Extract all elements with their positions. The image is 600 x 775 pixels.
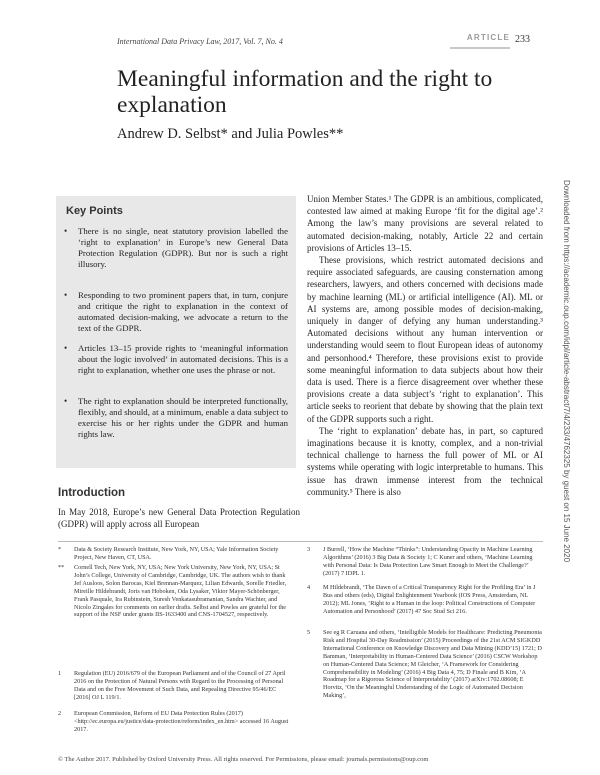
section-label: ARTICLE <box>450 33 510 49</box>
body-paragraph: These provisions, which restrict automated decisions and require associated safeguards, are causing consternation among researchers, lawyers, and others concerned with decisions made by machine learning (ML) or artificial intelligence (AI). ML or AI systems are, among possible modes of decision-making, uniquely in danger of defying any human understanding.³ Automated decisions without any human intervention or understanding would seem to flout European ideas of autonomy and personhood.⁴ Therefore, these provisions exist to provide some meaningful information to data subjects about how their data is used. There is a fierce disagreement over whether these provisions create a data subject’s ‘right to explanation’. This article seeks to reorient that debate by showing that the plain text of the GDPR supports such a right. <box>307 255 543 424</box>
body-right-column <box>307 193 543 498</box>
article-title: Meaningful information and the right to explanation <box>117 66 493 118</box>
footnote-divider <box>58 541 543 542</box>
footnote <box>307 629 543 700</box>
introduction-text: In May 2018, Europe’s new General Data Protection Regulation (GDPR) will apply across all European <box>58 507 300 530</box>
footnote-text: M Hildebrandt, ‘The Dawn of a Critical Transparency Right for the Profiling Era’ in J Bus and others (eds), Digital Enlightenment Yearbook (IOS Press, Amsterdam, NL 2012); ML Jones, ‘Right to a Human in the loop: Political Constructions of Computer Automation and Personhood’ (2017) 47 Soc Stud Sci 216. <box>323 584 536 615</box>
key-points-heading: Key Points <box>66 205 123 217</box>
download-watermark <box>561 180 571 600</box>
footnote-mark: 4 <box>307 584 311 591</box>
footnote-mark: 3 <box>307 546 311 553</box>
footnote <box>58 710 290 734</box>
footnote-text: European Commission, Reform of EU Data Protection Rules (2017) <http://ec.europa.eu/justice/data-protection/reform/index_en.htm> accessed 16 August 2017. <box>74 710 289 733</box>
key-point <box>64 343 288 376</box>
key-point-text: The right to explanation should be interpreted functionally, flexibly, and should, at a minimum, enable a data subject to exercise his or her rights under the GDPR and human rights law. <box>78 396 288 439</box>
key-point <box>64 396 288 440</box>
footnote-mark: 2 <box>58 710 62 717</box>
key-point-text: Articles 13–15 provide rights to ‘meaningful information about the logic involved’ in automated decisions. This is a right to explanation, whether one uses the phrase or not. <box>78 343 288 375</box>
bullet-icon: • <box>64 226 68 236</box>
footnote-text: Data & Society Research Institute, New York, NY, USA; Yale Information Society Project, New Haven, CT, USA. <box>74 546 279 561</box>
body-paragraph: Union Member States.¹ The GDPR is an ambitious, complicated, contested law aimed at making Europe ‘fit for the digital age’.² Among the law’s many provisions are several related to automated decision-making, notably, Article 22 and certain provisions of Articles 13–15. <box>307 194 543 253</box>
footnote-mark: ** <box>58 564 65 571</box>
footnote-text: Regulation (EU) 2016/679 of the European Parliament and of the Council of 27 April 2016 on the Protection of Natural Persons with Regard to the Processing of Personal Data and on the Free Movement of Such Data, and Repealing Directive 95/46/EC [2016] OJ L 119/1. <box>74 670 286 701</box>
footnote <box>58 670 290 702</box>
bullet-icon: • <box>64 343 68 353</box>
bullet-icon: • <box>64 290 68 300</box>
footnote <box>58 546 290 562</box>
footnote-text: See eg R Caruana and others, ‘Intelligible Models for Healthcare: Predicting Pneumonia Risk and Hospital 30-Day Readmission’ (2015) Proceedings of the 21st ACM SIGKDD International Conference on Knowledge Discovery and Data Mining (KDD’15) 1721; D Bamman, ‘Interpretability in Human-Centered Data Science’ (2016) CSCW Workshop on Human-Centered Data Science; M Gleicher, ‘A Framework for Considering Comprehensibility in Modeling’ (2016) 4 Big Data 4, 75; D Finale and B Kim, ‘A Roadmap for a Rigorous Science of Interpretability’ (2017) arXiv:1702.08608; E Horvitz, ‘On the Meaningful Understanding of the Logic of Automated Decision Making’, <box>323 629 542 700</box>
watermark-text: Downloaded from https://academic.oup.com/idpl/article-abstract/7/4/233/4762325 by guest on 15 June 2020 <box>562 180 571 563</box>
bullet-icon: • <box>64 396 68 406</box>
key-points-box <box>56 196 296 468</box>
article-authors: Andrew D. Selbst* and Julia Powles** <box>117 126 344 142</box>
key-point-text: There is no single, neat statutory provision labelled the ‘right to explanation’ in Europe’s new General Data Protection Regulation (GDPR). But nor is such a right illusory. <box>78 226 288 269</box>
footnote-mark: 1 <box>58 670 62 677</box>
footnote-text: J Burrell, ‘How the Machine “Thinks”: Understanding Opacity in Machine Learning Algorithms’ (2016) 3 Big Data & Society 1; C Kuner and others, ‘Machine Learning with Personal Data: Is Data Protection Law Smart Enough to Meet the Challenge?’ (2017) 7 IDPL 1. <box>323 546 533 577</box>
copyright-footer: © The Author 2017. Published by Oxford University Press. All rights reserved. For Permissions, please email: journals.permissions@oup.com <box>58 756 429 763</box>
footnote <box>58 564 290 619</box>
page-number: 233 <box>515 34 530 45</box>
key-point <box>64 226 288 270</box>
key-point-text: Responding to two prominent papers that, in turn, conjure and critique the right to explanation in the context of automated decision-making, we advocate a return to the text of the GDPR. <box>78 290 288 333</box>
body-paragraph: The ‘right to explanation’ debate has, in part, so captured imaginations because it is knotty, complex, and a non-trivial technical challenge to harness the full power of ML or AI systems while operating with logic interpretable to humans. This issue has drawn immense interest from the technical community.⁵ There is also <box>307 425 543 497</box>
footnote-mark: 5 <box>307 629 311 636</box>
footnote-mark: * <box>58 546 62 553</box>
footnote <box>307 546 543 578</box>
journal-header: International Data Privacy Law, 2017, Vol. 7, No. 4 <box>117 37 283 46</box>
introduction-heading: Introduction <box>58 487 126 499</box>
key-point <box>64 290 288 334</box>
footnote <box>307 584 543 616</box>
footnote-text: Cornell Tech, New York, NY, USA; New York University, New York, NY, USA; St John’s College, University of Cambridge, Cambridge, UK. The authors wish to thank Jef Ausloos, Solon Barocas, Kiel Brennan-Marquez, Lilian Edwards, Sorelle Friedler, Mireille Hildebrandt, Joris van Hoboken, Oda Lysaker, Viktor Mayer-Schönberger, Frank Pasquale, Ira Rubinstein, Suresh Venkatasubramanian, Sandra Wachter, and Nicolo Zingales for comments on earlier drafts. Selbst and Powles are grateful for the support of the NSF under grants IIS-1633400 and CNS-1704527, respectively. <box>74 564 287 619</box>
